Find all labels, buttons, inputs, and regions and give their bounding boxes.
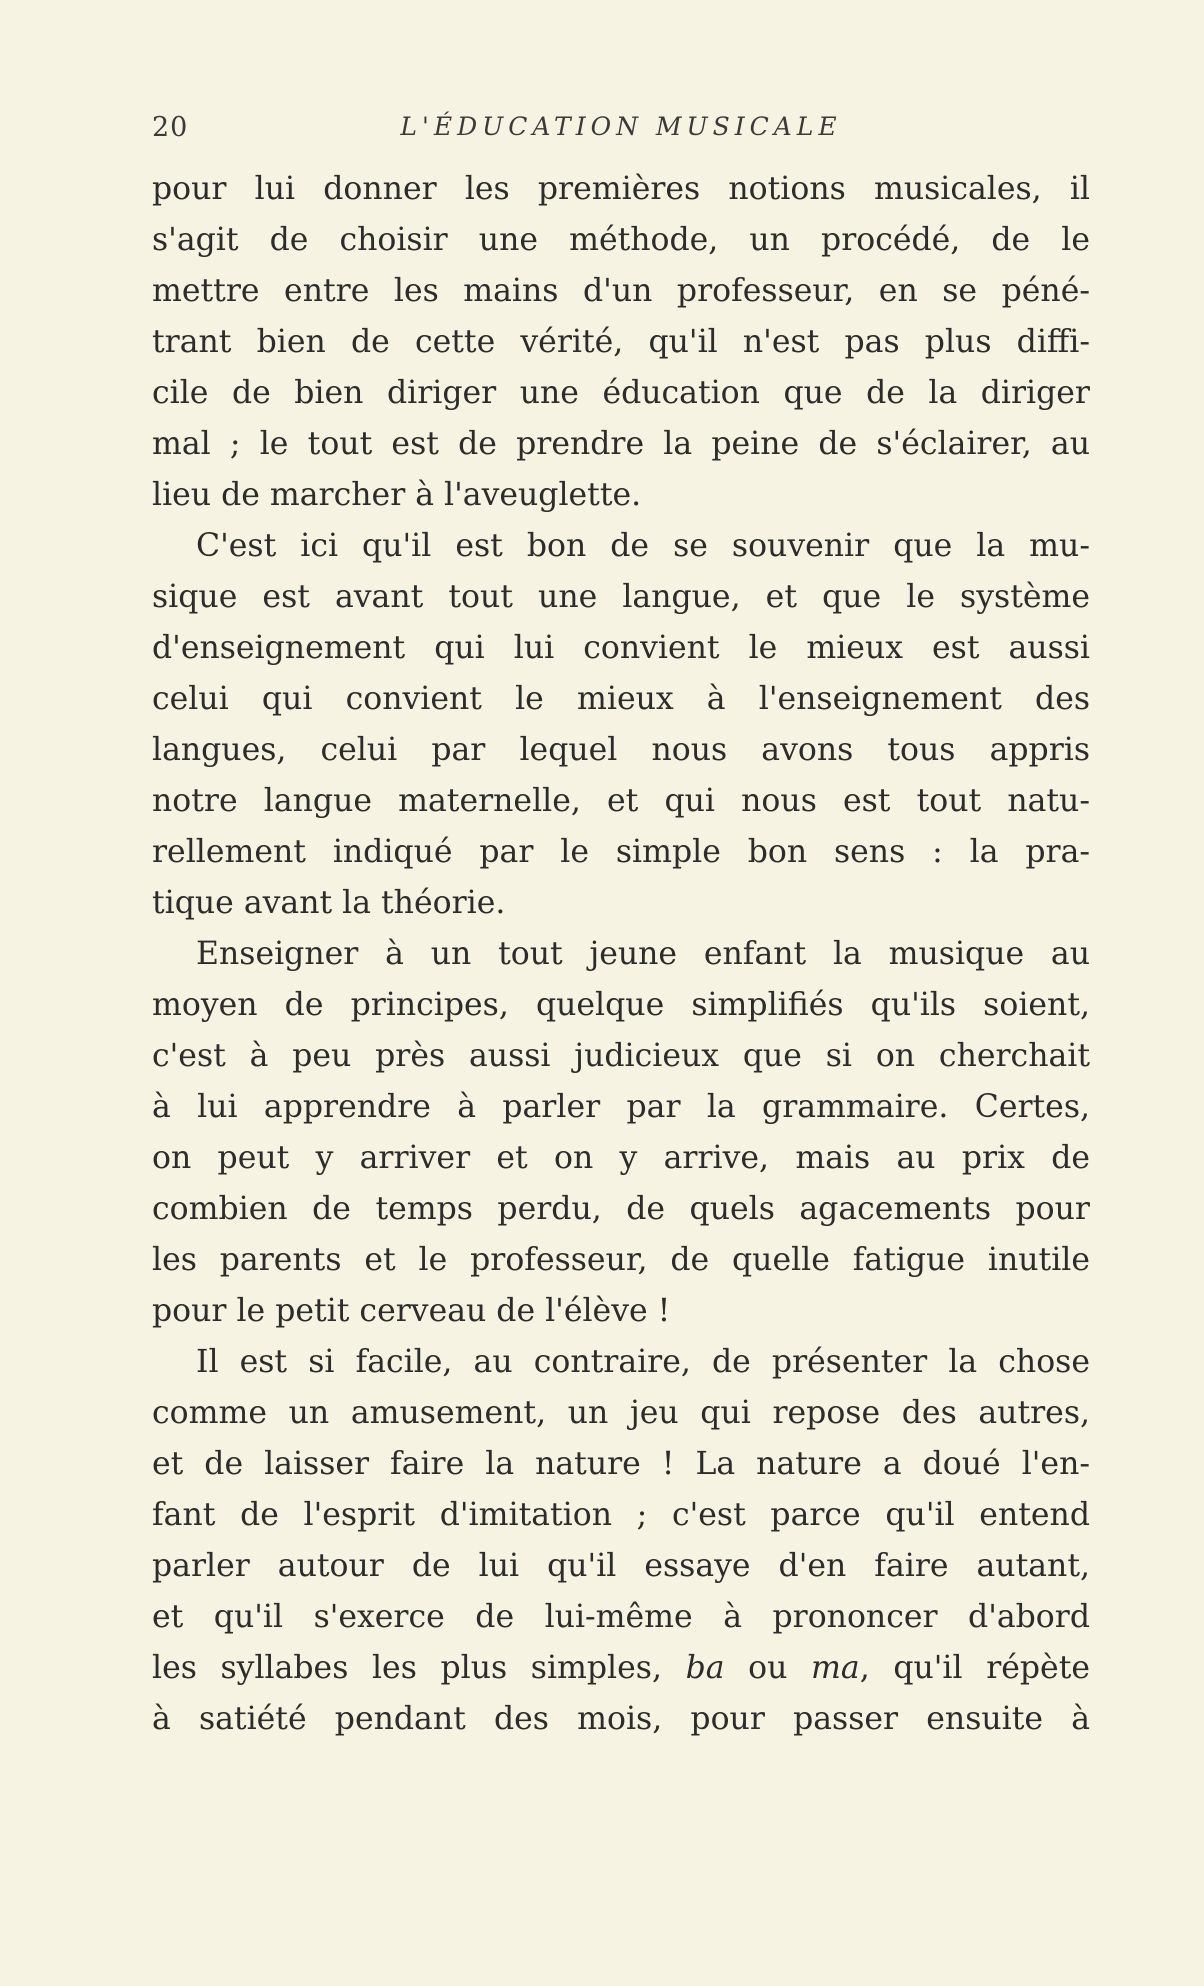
text-line: les parents et le professeur, de quelle fatigue inutile — [152, 1242, 1090, 1278]
text-fragment: ou — [724, 1650, 812, 1686]
text-line: parler autour de lui qu'il essaye d'en faire autant, — [152, 1548, 1090, 1584]
paragraph-3 — [152, 929, 1090, 1337]
text-line: combien de temps perdu, de quels agacements pour — [152, 1191, 1090, 1227]
text-line: mettre entre les mains d'un professeur, en se péné- — [152, 273, 1090, 309]
text-line: comme un amusement, un jeu qui repose des autres, — [152, 1395, 1090, 1431]
text-line: on peut y arriver et on y arrive, mais au prix de — [152, 1140, 1090, 1176]
italic-syllable: ma — [811, 1650, 860, 1686]
text-line: C'est ici qu'il est bon de se souvenir que la mu- — [196, 528, 1090, 564]
text-line: celui qui convient le mieux à l'enseignement des — [152, 681, 1090, 717]
page-number: 20 — [152, 112, 189, 143]
text-line: à satiété pendant des mois, pour passer ensuite à — [152, 1701, 1090, 1737]
text-line: à lui apprendre à parler par la grammaire. Certes, — [152, 1089, 1090, 1125]
text-line: et de laisser faire la nature ! La nature a doué l'en- — [152, 1446, 1090, 1482]
text-line: pour lui donner les premières notions musicales, il — [152, 171, 1090, 207]
text-line: cile de bien diriger une éducation que de la diriger — [152, 375, 1090, 411]
running-title: L'ÉDUCATION MUSICALE — [400, 112, 842, 141]
text-line-with-italics — [152, 1643, 1090, 1694]
text-line: trant bien de cette vérité, qu'il n'est pas plus diffi- — [152, 324, 1090, 360]
text-line: Enseigner à un tout jeune enfant la musique au — [196, 936, 1090, 972]
paragraph-2 — [152, 521, 1090, 929]
text-line: fant de l'esprit d'imitation ; c'est parce qu'il entend — [152, 1497, 1090, 1533]
text-line: moyen de principes, quelque simplifiés qu'ils soient, — [152, 987, 1090, 1023]
text-line: et qu'il s'exerce de lui-même à prononcer d'abord — [152, 1599, 1090, 1635]
text-fragment: les syllabes les plus simples, — [152, 1650, 686, 1686]
italic-syllable: ba — [685, 1650, 725, 1686]
paragraph-1 — [152, 164, 1090, 521]
body-text — [152, 164, 1090, 1745]
text-line: s'agit de choisir une méthode, un procédé, de le — [152, 222, 1090, 258]
text-line: c'est à peu près aussi judicieux que si on cherchait — [152, 1038, 1090, 1074]
text-line: tique avant la théorie. — [152, 885, 506, 921]
text-line: sique est avant tout une langue, et que le système — [152, 579, 1090, 615]
text-line: pour le petit cerveau de l'élève ! — [152, 1293, 671, 1329]
text-line: mal ; le tout est de prendre la peine de s'éclairer, au — [152, 426, 1090, 462]
text-line: Il est si facile, au contraire, de présenter la chose — [196, 1344, 1090, 1380]
text-fragment: , qu'il répète — [859, 1650, 1091, 1686]
text-line: langues, celui par lequel nous avons tous appris — [152, 732, 1090, 768]
text-line: notre langue maternelle, et qui nous est tout natu- — [152, 783, 1090, 819]
paragraph-4 — [152, 1337, 1090, 1745]
text-line: rellement indiqué par le simple bon sens : la pra- — [152, 834, 1090, 870]
page-header — [152, 112, 1090, 148]
text-line: d'enseignement qui lui convient le mieux est aussi — [152, 630, 1090, 666]
text-line: lieu de marcher à l'aveuglette. — [152, 477, 642, 513]
